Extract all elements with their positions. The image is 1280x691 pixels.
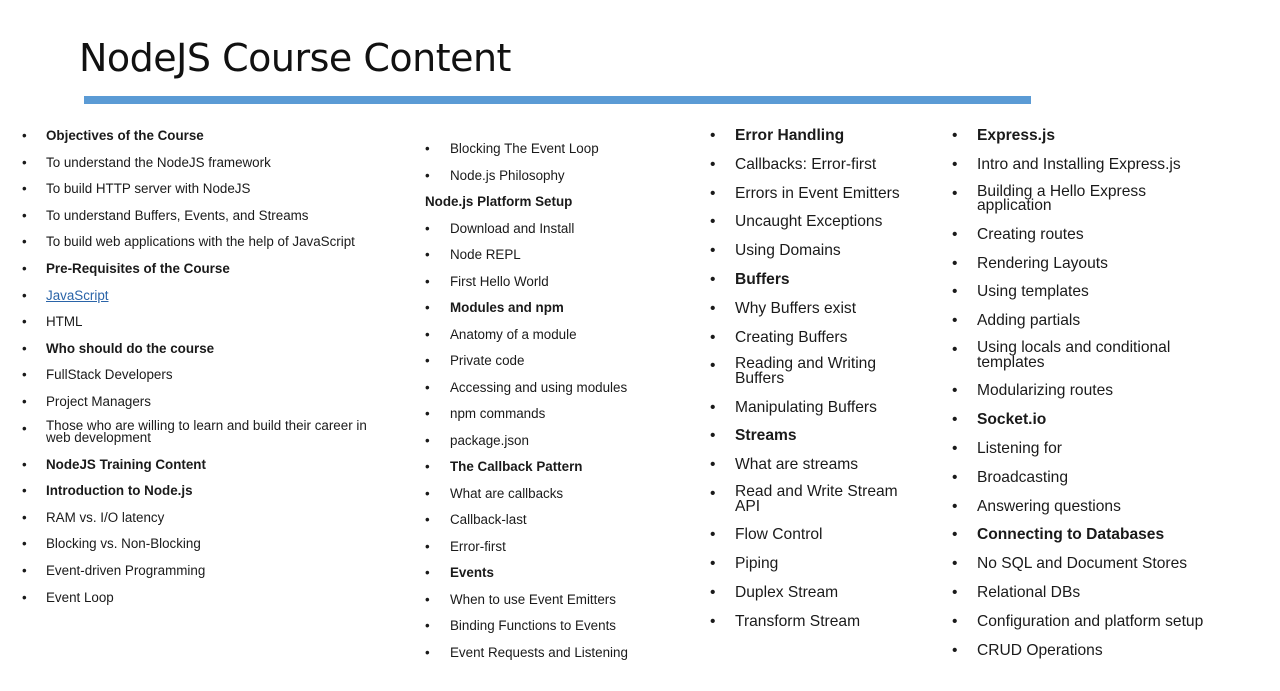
item-text: Answering questions: [977, 497, 1121, 515]
list-item: [22, 233, 392, 250]
bullet-icon: •: [22, 367, 27, 383]
list-item: [952, 642, 1272, 660]
bullet-icon: •: [710, 555, 716, 573]
list-item: [425, 220, 695, 237]
list-item: [22, 313, 392, 330]
bullet-icon: •: [425, 512, 430, 527]
item-text: Uncaught Exceptions: [735, 213, 883, 231]
bullet-icon: •: [22, 536, 27, 552]
list-item: [22, 589, 392, 606]
list-item: [425, 538, 695, 555]
list-item: [425, 591, 695, 608]
item-text: HTML: [46, 314, 83, 330]
list-item: [952, 255, 1272, 273]
item-text: To understand the NodeJS framework: [46, 154, 271, 170]
list-item: [22, 180, 392, 197]
bullet-icon: •: [425, 618, 430, 633]
bullet-icon: •: [710, 127, 716, 144]
item-text: Flow Control: [735, 526, 823, 544]
section-heading: [425, 193, 695, 210]
bullet-icon: •: [710, 485, 716, 503]
bullet-icon: •: [22, 420, 27, 436]
bullet-icon: •: [425, 141, 430, 156]
list-item: [710, 185, 945, 203]
section-heading: [952, 526, 1272, 544]
section-heading: [425, 458, 695, 475]
heading-text: Events: [450, 565, 494, 580]
content-column-1: [22, 127, 392, 615]
section-heading: [425, 564, 695, 581]
list-item: [710, 213, 945, 231]
bullet-icon: •: [952, 583, 958, 601]
bullet-icon: •: [710, 583, 716, 601]
bullet-icon: •: [952, 468, 958, 486]
item-text: Binding Functions to Events: [450, 618, 616, 633]
section-heading: [710, 271, 945, 289]
bullet-icon: •: [425, 644, 430, 660]
item-text: Using locals and conditional templates: [977, 339, 1171, 371]
item-text: Relational DBs: [977, 583, 1081, 601]
bullet-icon: •: [22, 340, 27, 356]
bullet-icon: •: [425, 220, 430, 236]
bullet-icon: •: [952, 155, 958, 173]
heading-text: Who should do the course: [46, 340, 215, 356]
list-item: [425, 326, 695, 343]
item-text: Callback-last: [450, 512, 527, 527]
item-text: To build HTTP server with NodeJS: [46, 181, 251, 197]
list-item: [710, 485, 945, 516]
bullet-icon: •: [425, 432, 430, 448]
section-heading: [22, 482, 392, 499]
list-item: [22, 366, 392, 383]
heading-text: Buffers: [735, 270, 790, 288]
bullet-icon: •: [710, 427, 716, 445]
list-item: [22, 207, 392, 224]
item-text: Node.js Philosophy: [450, 167, 565, 183]
item-text: Blocking The Event Loop: [450, 141, 599, 156]
bullet-icon: •: [952, 382, 958, 400]
heading-text: The Callback Pattern: [450, 459, 583, 474]
item-text: No SQL and Document Stores: [977, 555, 1188, 573]
slide-title: NodeJS Course Content: [79, 36, 511, 80]
section-heading: [952, 127, 1272, 145]
list-item: [22, 535, 392, 552]
heading-text: Socket.io: [977, 411, 1047, 429]
bullet-icon: •: [952, 526, 958, 544]
bullet-icon: •: [710, 270, 716, 288]
bullet-icon: •: [952, 312, 958, 330]
bullet-icon: •: [425, 485, 430, 501]
item-text: Errors in Event Emitters: [735, 184, 900, 202]
list-item: [425, 140, 695, 157]
bullet-icon: •: [425, 167, 430, 183]
item-text: RAM vs. I/O latency: [46, 509, 165, 525]
item-text: Creating routes: [977, 225, 1084, 243]
list-item: [22, 562, 392, 579]
list-item: [710, 526, 945, 544]
bullet-icon: •: [22, 456, 27, 472]
item-text: Read and Write Stream API: [735, 483, 898, 515]
bullet-icon: •: [952, 641, 958, 659]
item-text: What are streams: [735, 456, 859, 474]
bullet-icon: •: [22, 563, 27, 578]
list-item: [952, 156, 1272, 174]
item-text: First Hello World: [450, 273, 549, 289]
bullet-icon: •: [952, 254, 958, 272]
list-item: [952, 469, 1272, 487]
item-text: Listening for: [977, 439, 1062, 457]
item-text: Broadcasting: [977, 468, 1069, 486]
item-text[interactable]: JavaScript: [46, 287, 109, 303]
list-item: [710, 613, 945, 631]
content-column-4: [952, 127, 1272, 670]
list-item: [952, 312, 1272, 330]
item-text: Adding partials: [977, 312, 1081, 330]
bullet-icon: •: [710, 213, 716, 231]
item-text: Creating Buffers: [735, 328, 848, 346]
link-item[interactable]: [22, 287, 392, 304]
item-text: package.json: [450, 432, 529, 448]
bullet-icon: •: [952, 612, 958, 630]
bullet-icon: •: [425, 273, 430, 289]
bullet-icon: •: [710, 612, 716, 630]
list-item: [710, 242, 945, 260]
bullet-icon: •: [22, 509, 27, 525]
list-item: [425, 379, 695, 396]
bullet-icon: •: [952, 341, 958, 359]
bullet-icon: •: [425, 353, 430, 368]
bullet-icon: •: [710, 526, 716, 544]
list-item: [710, 399, 945, 417]
item-text: Configuration and platform setup: [977, 612, 1204, 630]
section-heading: [710, 127, 945, 145]
heading-text: Express.js: [977, 127, 1056, 144]
list-item: [22, 154, 392, 171]
heading-text: Objectives of the Course: [46, 128, 204, 143]
bullet-icon: •: [22, 154, 27, 170]
list-item: [22, 509, 392, 526]
list-item: [710, 300, 945, 318]
item-text: Those who are willing to learn and build their career in web development: [46, 417, 367, 446]
heading-text: Pre-Requisites of the Course: [46, 260, 230, 276]
list-item: [710, 156, 945, 174]
bullet-icon: •: [425, 300, 430, 315]
item-text: Event Loop: [46, 589, 114, 605]
bullet-icon: •: [952, 497, 958, 515]
bullet-icon: •: [952, 225, 958, 243]
bullet-icon: •: [710, 456, 716, 474]
content-column-2: [425, 140, 695, 670]
bullet-icon: •: [425, 247, 430, 262]
bullet-icon: •: [425, 406, 430, 421]
bullet-icon: •: [22, 207, 27, 223]
item-text: What are callbacks: [450, 485, 564, 501]
heading-text: NodeJS Training Content: [46, 456, 206, 472]
section-heading: [952, 411, 1272, 429]
list-item: [425, 273, 695, 290]
bullet-icon: •: [22, 260, 27, 276]
bullet-icon: •: [425, 538, 430, 554]
item-text: Using Domains: [735, 242, 841, 260]
heading-text: Streams: [735, 427, 797, 445]
item-text: Event Requests and Listening: [450, 644, 628, 660]
bullet-icon: •: [22, 393, 27, 409]
bullet-icon: •: [710, 328, 716, 346]
bullet-icon: •: [22, 483, 27, 499]
item-text: Project Managers: [46, 393, 151, 409]
list-item: [425, 352, 695, 369]
item-text: Transform Stream: [735, 612, 861, 630]
list-item: [952, 182, 1272, 216]
heading-text: Connecting to Databases: [977, 526, 1165, 544]
list-item: [425, 511, 695, 528]
list-item: [710, 456, 945, 474]
bullet-icon: •: [952, 411, 958, 429]
item-text: Reading and Writing Buffers: [735, 355, 877, 387]
bullet-icon: •: [425, 459, 430, 474]
item-text: When to use Event Emitters: [450, 591, 616, 607]
bullet-icon: •: [22, 181, 27, 197]
item-text: Blocking vs. Non-Blocking: [46, 536, 201, 552]
list-item: [952, 498, 1272, 516]
bullet-icon: •: [425, 591, 430, 607]
list-item: [952, 341, 1272, 372]
list-item: [710, 357, 945, 388]
title-underline: [84, 96, 1031, 104]
list-item: [952, 382, 1272, 400]
list-item: [425, 246, 695, 263]
item-text: Download and Install: [450, 220, 575, 236]
item-text: To build web applications with the help of JavaScript: [46, 234, 355, 250]
bullet-icon: •: [22, 128, 27, 143]
bullet-icon: •: [22, 287, 27, 303]
bullet-icon: •: [952, 439, 958, 457]
item-text: CRUD Operations: [977, 641, 1103, 659]
item-text: Rendering Layouts: [977, 254, 1108, 272]
bullet-icon: •: [952, 184, 958, 202]
bullet-icon: •: [425, 565, 430, 580]
section-heading: [22, 456, 392, 473]
item-text: Accessing and using modules: [450, 379, 628, 395]
item-text: To understand Buffers, Events, and Streams: [46, 207, 309, 223]
item-text: Using templates: [977, 283, 1089, 301]
heading-text: Modules and npm: [450, 300, 564, 315]
item-text: npm commands: [450, 406, 546, 421]
list-item: [952, 555, 1272, 573]
bullet-icon: •: [710, 184, 716, 202]
list-item: [952, 283, 1272, 301]
bullet-icon: •: [952, 127, 958, 144]
list-item: [710, 329, 945, 347]
list-item: [952, 613, 1272, 631]
item-text: Building a Hello Express application: [977, 182, 1147, 215]
list-item: [425, 644, 695, 661]
heading-text: Error Handling: [735, 127, 845, 144]
section-heading: [22, 260, 392, 277]
item-text: Anatomy of a module: [450, 326, 577, 342]
item-text: Intro and Installing Express.js: [977, 155, 1181, 173]
item-text: Error-first: [450, 538, 506, 554]
list-item: [710, 555, 945, 573]
section-heading: [22, 127, 392, 144]
bullet-icon: •: [22, 234, 27, 250]
list-item: [952, 440, 1272, 458]
list-item: [425, 167, 695, 184]
bullet-icon: •: [425, 379, 430, 395]
bullet-icon: •: [22, 589, 27, 605]
bullet-icon: •: [710, 357, 716, 375]
item-text: FullStack Developers: [46, 367, 173, 383]
item-text: Modularizing routes: [977, 382, 1114, 400]
list-item: [952, 226, 1272, 244]
item-text: Event-driven Programming: [46, 563, 206, 578]
list-item: [425, 485, 695, 502]
section-heading: [22, 340, 392, 357]
item-text: Why Buffers exist: [735, 299, 857, 317]
section-heading: [425, 299, 695, 316]
list-item: [22, 417, 392, 447]
item-text: Piping: [735, 555, 779, 573]
item-text: Node REPL: [450, 247, 521, 262]
bullet-icon: •: [710, 242, 716, 260]
bullet-icon: •: [710, 299, 716, 317]
item-text: Duplex Stream: [735, 583, 839, 601]
bullet-icon: •: [710, 398, 716, 416]
list-item: [425, 432, 695, 449]
list-item: [22, 393, 392, 410]
bullet-icon: •: [952, 283, 958, 301]
bullet-icon: •: [952, 555, 958, 573]
bullet-icon: •: [22, 314, 27, 330]
item-text: Manipulating Buffers: [735, 398, 877, 416]
item-text: Private code: [450, 353, 525, 368]
list-item: [710, 584, 945, 602]
list-item: [425, 405, 695, 422]
list-item: [425, 617, 695, 634]
bullet-icon: •: [425, 326, 430, 342]
heading-text: Introduction to Node.js: [46, 483, 193, 499]
item-text: Callbacks: Error-first: [735, 155, 877, 173]
bullet-icon: •: [710, 155, 716, 173]
list-item: [952, 584, 1272, 602]
section-heading: [710, 427, 945, 445]
heading-text: Node.js Platform Setup: [425, 194, 573, 209]
content-column-3: [710, 127, 945, 642]
